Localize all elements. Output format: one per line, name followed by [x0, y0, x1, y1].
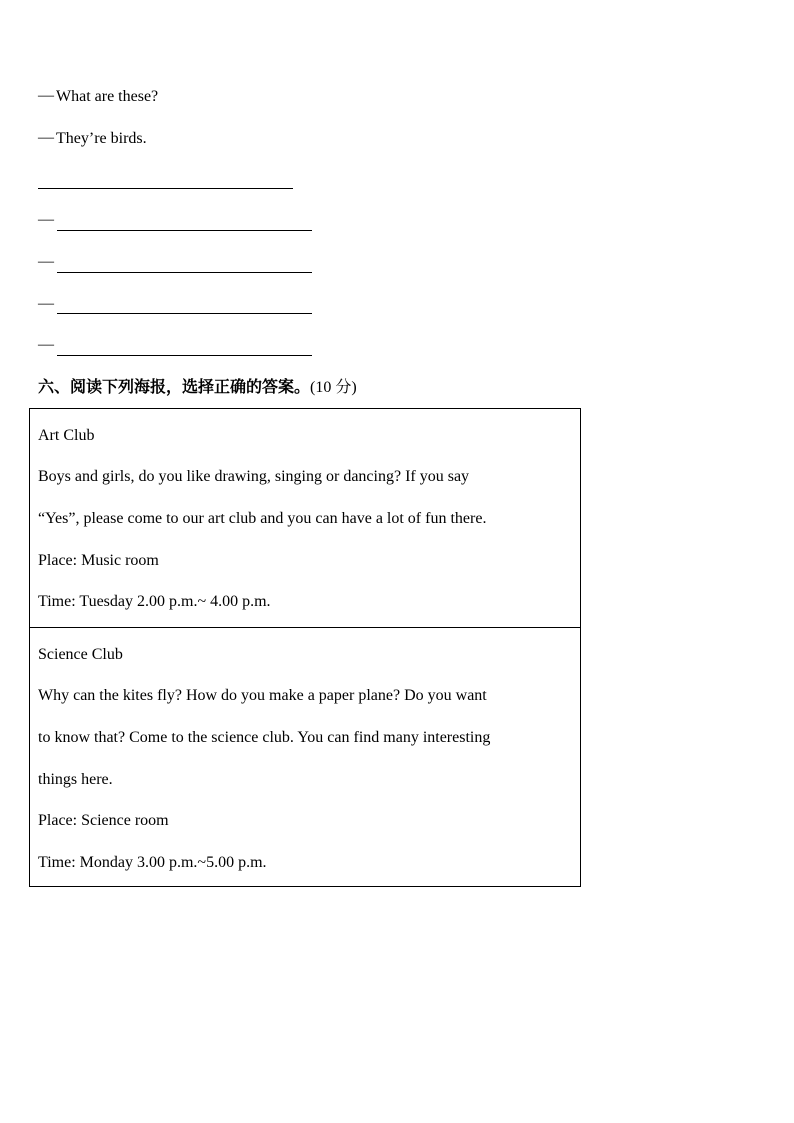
section-heading-score: (10 分) — [310, 379, 357, 396]
art-club-place: Place: Music room — [38, 552, 159, 569]
dialogue-answer: They’re birds. — [56, 130, 147, 147]
science-club-title: Science Club — [38, 646, 123, 663]
answer-blank-3[interactable] — [57, 272, 312, 273]
dialogue-question: What are these? — [56, 88, 159, 105]
science-club-line-1: Why can the kites fly? How do you make a paper plane? Do you want — [38, 687, 487, 704]
art-club-line-2: “Yes”, please come to our art club and you can have a lot of fun there. — [38, 510, 487, 527]
science-club-line-3: things here. — [38, 771, 113, 788]
answer-blank-1[interactable] — [38, 188, 293, 189]
section-heading-title: 六、阅读下列海报，选择正确的答案。 — [38, 377, 311, 396]
answer-blank-4[interactable] — [57, 313, 312, 314]
answer-blank-2[interactable] — [57, 230, 312, 231]
art-club-time: Time: Tuesday 2.00 p.m.~ 4.00 p.m. — [38, 593, 271, 610]
answer-dash-1: — — [38, 211, 54, 228]
art-club-line-1: Boys and girls, do you like drawing, singing or dancing? If you say — [38, 468, 470, 485]
art-club-title: Art Club — [38, 427, 95, 444]
answer-dash-4: — — [38, 336, 54, 353]
answer-dash-3: — — [38, 295, 54, 312]
answer-dash-2: — — [38, 253, 54, 270]
science-club-line-2: to know that? Come to the science club. You can find many interesting — [38, 729, 491, 746]
science-club-time: Time: Monday 3.00 p.m.~5.00 p.m. — [38, 854, 267, 871]
poster-box — [29, 408, 581, 887]
science-club-place: Place: Science room — [38, 812, 169, 829]
answer-blank-5[interactable] — [57, 355, 312, 356]
poster-divider — [30, 627, 580, 628]
section-heading — [38, 376, 357, 399]
dialogue-dash-2: — — [38, 129, 54, 146]
dialogue-dash-1: — — [38, 87, 54, 104]
